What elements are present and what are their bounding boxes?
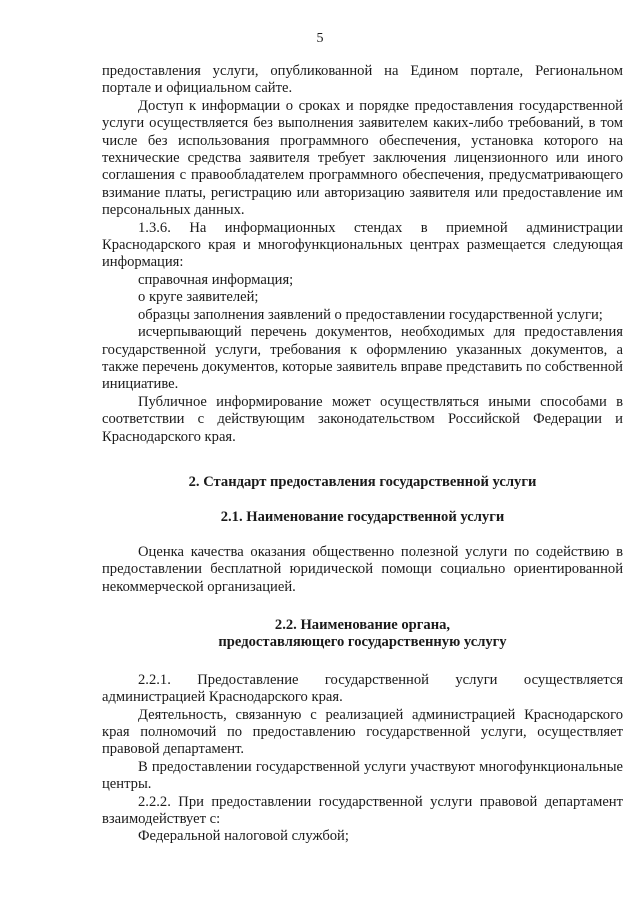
document-body	[102, 63, 623, 846]
list-item-applicants: о круге заявителей;	[138, 289, 259, 306]
paragraph-legal-department: Деятельность, связанную с реализацией администрацией Краснодарского края полномочий по предоставлению государственной услуги, осуществляет правовой департамент.	[102, 706, 623, 758]
paragraph-1-3-6: 1.3.6. На информационных стендах в приемной администрации Краснодарского края и многофункциональных центрах размещается следующая информация:	[102, 219, 623, 271]
section-2-2-heading-line-1: 2.2. Наименование органа,	[274, 616, 451, 633]
list-item-reference-info: справочная информация;	[138, 271, 294, 288]
paragraph-2-2-2: 2.2.2. При предоставлении государственной услуги правовой департамент взаимодействует с:	[102, 793, 623, 828]
paragraph-access: Доступ к информации о сроках и порядке предоставления государственной услуги осуществляется без выполнения заявителем каких-либо требований, в том числе без использования программного обеспечения, установка которого на технические средства заявителя требует заключения лицензионного или иного соглашения с правообладателем программного обеспечения, предусматривающего взимание платы, регистрацию или авторизацию заявителя или предоставление им персональных данных.	[102, 97, 623, 219]
page-number: 5	[316, 31, 324, 46]
paragraph-service-name: Оценка качества оказания общественно полезной услуги по содействию в предоставлении бесплатной юридической помощи социально ориентированной некоммерческой организацией.	[102, 543, 623, 595]
section-2-2-heading-line-2: предоставляющего государственную услугу	[218, 634, 507, 651]
list-item-samples: образцы заполнения заявлений о предоставлении государственной услуги;	[138, 306, 603, 323]
paragraph-2-2-1: 2.2.1. Предоставление государственной услуги осуществляется администрацией Краснодарского края.	[102, 671, 623, 706]
section-2-heading: 2. Стандарт предоставления государственной услуги	[188, 473, 537, 490]
list-item-tax-service: Федеральной налоговой службой;	[138, 828, 349, 845]
list-item-documents: исчерпывающий перечень документов, необходимых для предоставления государственной услуги, требования к оформлению указанных документов, а также перечень документов, которые заявитель вправе представить по собственной инициативе.	[102, 324, 623, 393]
paragraph-public-info: Публичное информирование может осуществляться иными способами в соответствии с действующим законодательством Российской Федерации и Краснодарского края.	[102, 393, 623, 445]
section-2-1-heading: 2.1. Наименование государственной услуги	[220, 509, 505, 526]
paragraph-mfc: В предоставлении государственной услуги участвуют многофункциональные центры.	[102, 758, 623, 793]
paragraph-1: предоставления услуги, опубликованной на Едином портале, Региональном портале и официальном сайте.	[102, 63, 623, 97]
